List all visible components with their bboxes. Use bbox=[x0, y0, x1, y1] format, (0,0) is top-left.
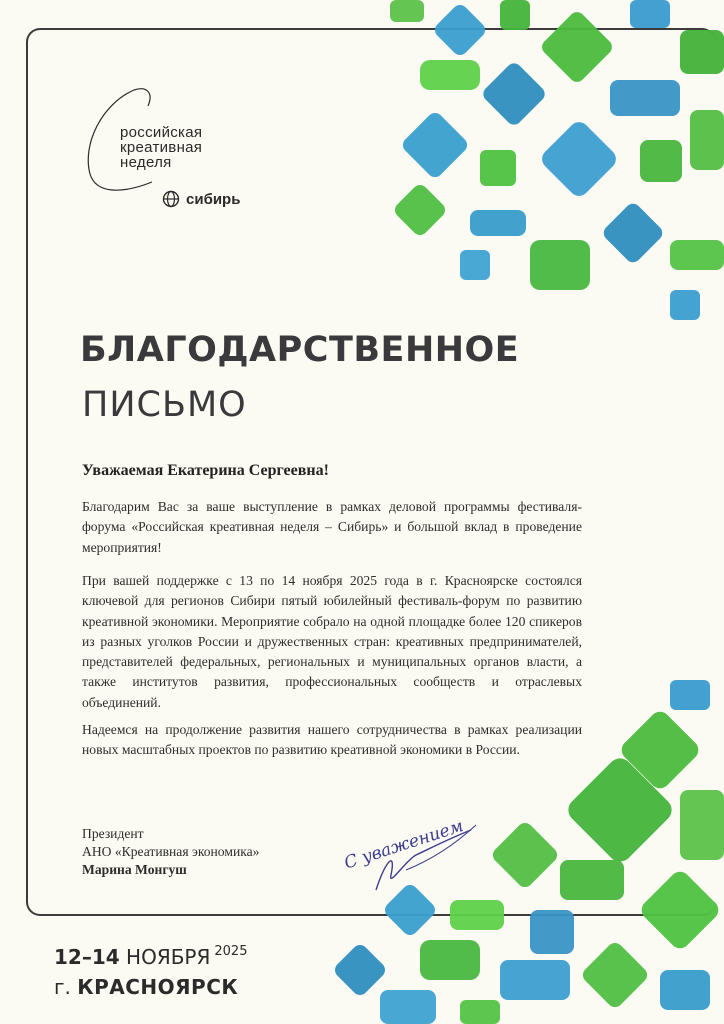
logo-region bbox=[162, 190, 240, 208]
signatory-organization: АНО «Креативная экономика» bbox=[82, 844, 260, 859]
event-logo bbox=[82, 84, 282, 214]
paragraph-2: При вашей поддержке с 13 по 14 ноября 2025 года в г. Красноярске состоялся ключевой для регионов Сибири пятый юбилейный фестиваль-форум по развитию креативной экономики. Мероприятие собрало на одной площадке более 120 спикеров из разных уголков России и дружественных стран: креативных предпринимателей, представителей федеральных, региональных и муниципальных органов власти, а также институтов развития, профессиональных сообществ и отраслевых объединений. bbox=[82, 573, 582, 710]
event-days: 12–14 bbox=[54, 945, 120, 969]
event-dates bbox=[54, 944, 247, 969]
handwritten-signature bbox=[336, 800, 486, 900]
event-month: НОЯБРЯ bbox=[126, 945, 211, 969]
event-city bbox=[54, 975, 238, 999]
event-year: 2025 bbox=[214, 944, 248, 959]
signatory-name: Марина Монгуш bbox=[82, 862, 187, 877]
greeting: Уважаемая Екатерина Сергеевна! bbox=[82, 462, 329, 479]
logo-region-text: сибирь bbox=[186, 190, 241, 208]
document-title: БЛАГОДАРСТВЕННОЕ bbox=[80, 330, 520, 370]
paragraph-1: Благодарим Вас за ваше выступление в рамках деловой программы фестиваля-форума «Российская креативная неделя – Сибирь» и большой вклад в проведение мероприятия! bbox=[82, 499, 582, 555]
logo-line-2: креативная bbox=[120, 139, 203, 156]
signatory-position: Президент bbox=[82, 826, 144, 841]
signature-block bbox=[82, 825, 259, 879]
logo-line-3: неделя bbox=[120, 154, 172, 171]
logo-line-1: российская bbox=[120, 124, 203, 141]
event-city-name: КРАСНОЯРСК bbox=[77, 975, 239, 999]
top-ornament bbox=[380, 0, 724, 330]
document-subtitle: ПИСЬМО bbox=[82, 385, 247, 425]
signature-text: С уважением bbox=[341, 816, 466, 874]
paragraph-3: Надеемся на продолжение развития нашего сотрудничества в рамках реализации новых масштабных проектов по развитию креативной экономики в России. bbox=[82, 722, 582, 758]
globe-icon bbox=[162, 190, 180, 208]
event-city-prefix: г. bbox=[54, 975, 71, 999]
